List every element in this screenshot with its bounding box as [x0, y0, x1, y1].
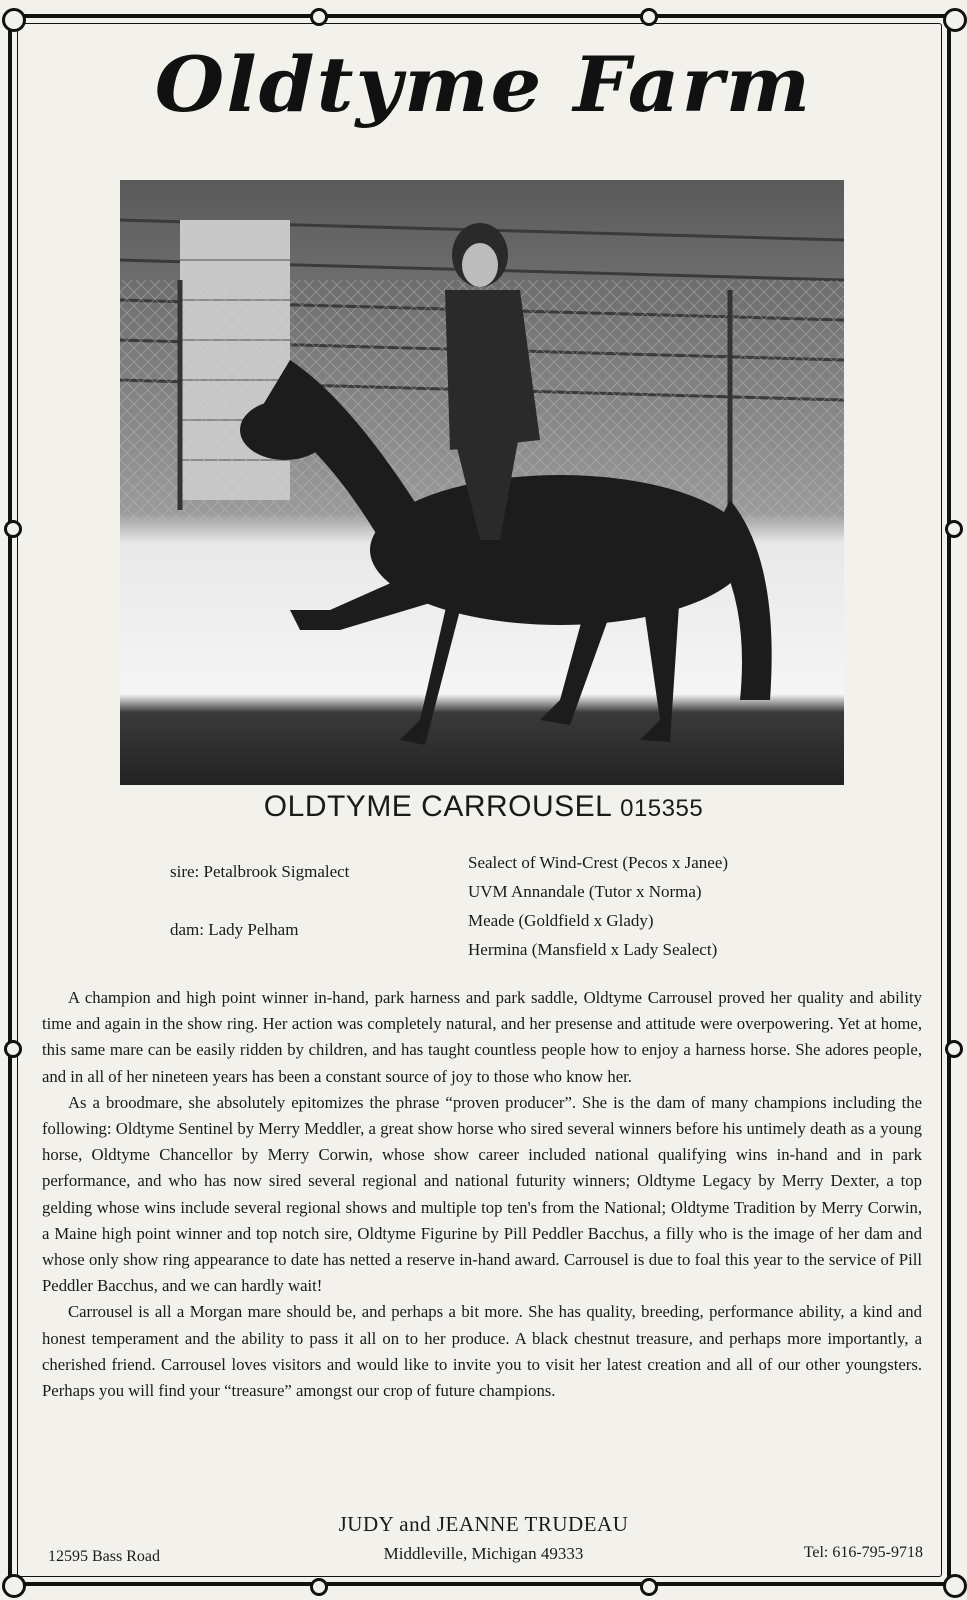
farm-title: Oldtyme Farm	[154, 40, 813, 129]
border-curl-ornament	[943, 1574, 967, 1598]
paragraph: As a broodmare, she absolutely epitomizes the phrase “proven producer”. She is the dam of many champions including the following: Oldtyme Sentinel by Merry Meddler, a great show horse who sired several winners before his untimely death as a young horse, Oldtyme Chancellor by Merry Corwin, whose show career included national qualifying wins in-hand and in park performance, and who has now sired several regional and national futurity winners; Oldtyme Legacy by Merry Dexter, a top gelding whose wins include several regional shows and multiple top ten's from the National; Oldtyme Tradition by Merry Corwin, a Maine high point winner and top notch sire, Oldtyme Figurine by Pill Peddler Bacchus, a filly who is the image of her dam and whose only show ring appearance to date has netted a reserve in-hand award. Carrousel is due to foal this year to the service of Pill Peddler Bacchus, and we can hardly wait!	[42, 1092, 922, 1296]
town-address: Middleville, Michigan 49333	[383, 1544, 584, 1563]
street-address: 12595 Bass Road	[48, 1548, 160, 1565]
border-curl-ornament	[310, 1578, 328, 1596]
dam-label: dam: Lady Pelham	[170, 920, 299, 939]
horse-name-heading	[0, 790, 967, 824]
pedigree-line: Meade (Goldfield x Glady)	[468, 911, 654, 930]
paragraph: Carrousel is all a Morgan mare should be, and perhaps a bit more. She has quality, breeding, performance ability, a kind and honest temperament and the ability to pass it all on to her produce. A black chestnut treasure, and perhaps more importantly, a cherished friend. Carrousel loves visitors and would like to invite you to visit her latest creation and all of our other youngsters. Perhaps you will find your “treasure” amongst our crop of future champions.	[42, 1302, 922, 1401]
horse-photo	[120, 180, 844, 785]
phone-number: Tel: 616-795-9718	[803, 1544, 923, 1561]
horse-name: OLDTYME CARROUSEL	[263, 790, 612, 823]
border-curl-ornament	[945, 520, 963, 538]
border-curl-ornament	[943, 8, 967, 32]
description-text	[42, 985, 922, 1404]
border-curl-ornament	[640, 1578, 658, 1596]
sire-label: sire: Petalbrook Sigmalect	[170, 862, 350, 881]
registration-number: 015355	[620, 795, 704, 822]
border-curl-ornament	[4, 520, 22, 538]
pedigree-line: Sealect of Wind-Crest (Pecos x Janee)	[468, 853, 729, 872]
border-curl-ornament	[945, 1040, 963, 1058]
pedigree-line: Hermina (Mansfield x Lady Sealect)	[468, 940, 718, 959]
border-curl-ornament	[310, 8, 328, 26]
border-curl-ornament	[640, 8, 658, 26]
pedigree-line: UVM Annandale (Tutor x Norma)	[468, 882, 702, 901]
owners-name: JUDY and JEANNE TRUDEAU	[338, 1512, 629, 1536]
border-curl-ornament	[4, 1040, 22, 1058]
border-curl-ornament	[2, 1574, 26, 1598]
border-curl-ornament	[2, 8, 26, 32]
pedigree-list	[468, 848, 728, 964]
paragraph: A champion and high point winner in-hand, park harness and park saddle, Oldtyme Carrousel proved her quality and ability time and again in the show ring. Her action was completely natural, and her presense and attitude were overpowering. Yet at home, this same mare can be easily ridden by children, and has taught countless people how to enjoy a harness horse. She adores people, and in all of her nineteen years has been a constant source of joy to those who know her.	[42, 988, 922, 1086]
